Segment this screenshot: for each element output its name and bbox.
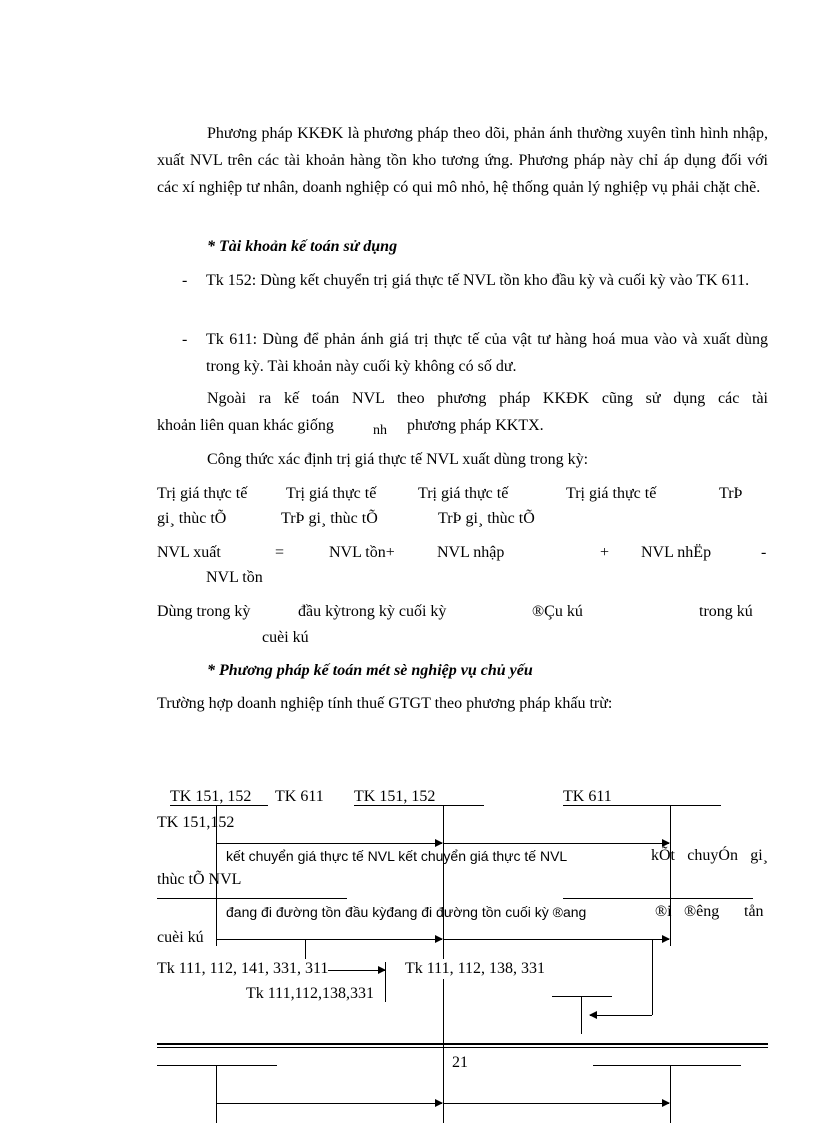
transfer-arrow xyxy=(216,843,442,844)
formula-cell: gi¸ thùc tÕ xyxy=(157,510,227,527)
formula-cell: Trị giá thực tế xyxy=(157,485,248,502)
transfer-label: kết chuyển giá thực tế NVL kết chuyển giá thực tế NVL xyxy=(226,848,568,864)
account-label: Tk 111, 112, 141, 331, 311 xyxy=(157,960,329,977)
formula-cell: ®Çu kú xyxy=(532,603,583,620)
bullet-dash-2: - xyxy=(182,331,188,348)
formula-cell: TrÞ gi¸ thùc tÕ xyxy=(438,510,535,527)
footer-divider xyxy=(157,1065,277,1066)
underline xyxy=(563,805,721,806)
transit-label: cuèi kú xyxy=(157,929,204,946)
t-account-stem xyxy=(670,806,671,946)
connector xyxy=(581,996,582,1034)
footer-rule xyxy=(157,1043,768,1045)
account-label: TK 611 xyxy=(275,788,324,805)
formula-cell: NVL xuất xyxy=(157,544,221,561)
formula-cell: TrÞ xyxy=(719,485,743,502)
t-account-stem xyxy=(670,1065,671,1123)
formula-cell: cuèi kú xyxy=(262,629,309,646)
other-accounts-line-1: Ngoài ra kế toán NVL theo phương pháp KKĐK cũng sử dụng các tài xyxy=(207,390,768,407)
formula-cell: TrÞ gi¸ thùc tÕ xyxy=(281,510,378,527)
intro-text: Phương pháp KKĐK là phương pháp theo dõi, phản ánh thường xuyên tình hình nhập, xuất NVL trên các tài khoản hàng tồn kho tương ứng. Phương pháp này chỉ áp dụng đối với các xí nghiệp tư nhân, doanh nghiệp có qui mô nhỏ, hệ thống quản lý nghiệp vụ phải chặt chẽ. xyxy=(157,125,768,196)
t-account-stem xyxy=(216,1065,217,1123)
formula-cell: trong kú xyxy=(699,603,753,620)
footer-divider xyxy=(593,1065,741,1066)
formula-cell: đầu kỳtrong kỳ cuối kỳ xyxy=(298,603,447,620)
transfer-arrow xyxy=(443,1103,669,1104)
formula-cell: Dùng trong kỳ xyxy=(157,603,251,620)
bullet-dash-1: - xyxy=(182,272,188,289)
transit-label: ®êng xyxy=(684,903,720,920)
footer-rule xyxy=(157,1047,768,1048)
bullet-tk152: Tk 152: Dùng kết chuyển trị giá thực tế NVL tồn kho đầu kỳ và cuối kỳ vào TK 611. xyxy=(206,272,750,289)
bullet-tk611: Tk 611: Dùng để phản ánh giá trị thực tế của vật tư hàng hoá mua vào và xuất dùng trong kỳ. Tài khoản này cuối kỳ không có số dư. xyxy=(206,331,768,375)
intro-paragraph xyxy=(157,120,768,201)
transfer-arrow xyxy=(216,1103,442,1104)
return-arrow xyxy=(590,1015,652,1016)
underline xyxy=(170,805,268,806)
formula-intro: Công thức xác định trị giá thực tế NVL xuất dùng trong kỳ: xyxy=(207,451,589,468)
case-intro: Trường hợp doanh nghiệp tính thuế GTGT theo phương pháp khấu trừ: xyxy=(157,695,613,712)
account-label: TK 151, 152 xyxy=(354,788,436,805)
formula-cell: NVL tồn+ xyxy=(329,544,395,561)
transit-arrow xyxy=(216,939,442,940)
formula-cell: = xyxy=(275,544,285,561)
transit-label: đang đi đường tồn đầu kỳđang đi đường tồn cuối kỳ ®ang xyxy=(226,904,587,920)
heading-accounts: * Tài khoản kế toán sử dụng xyxy=(207,238,398,255)
account-label: TK 151, 152 xyxy=(170,788,252,805)
account-label: Tk 111, 112, 138, 331 xyxy=(405,960,545,977)
transit-label: tån xyxy=(744,903,764,920)
transit-label: ®i xyxy=(655,903,672,920)
divider xyxy=(157,898,347,899)
formula-cell: NVL tồn xyxy=(206,569,263,586)
account-label: Tk 111,112,138,331 xyxy=(246,985,374,1002)
transit-arrow xyxy=(443,939,669,940)
account-label: TK 611 xyxy=(563,788,612,805)
heading-method: * Phương pháp kế toán mét sè nghiệp vụ chủ yếu xyxy=(207,662,533,679)
connector xyxy=(385,962,386,1002)
formula-cell: NVL nhập xyxy=(437,544,505,561)
formula-cell: Trị giá thực tế xyxy=(418,485,509,502)
other-accounts-line-2a: khoản liên quan khác giống xyxy=(157,417,334,434)
divider xyxy=(563,898,753,899)
underline xyxy=(354,805,484,806)
transfer-label: thùc tÕ NVL xyxy=(157,871,242,888)
account-label: TK 151,152 xyxy=(157,814,235,831)
formula-cell: + xyxy=(600,544,610,561)
transfer-arrow xyxy=(443,843,669,844)
transfer-label: kÕt chuyÓn gi¸ xyxy=(651,847,768,864)
formula-cell: Trị giá thực tế xyxy=(286,485,377,502)
formula-cell: - xyxy=(761,544,767,561)
other-accounts-nh: nh xyxy=(373,423,387,438)
divider xyxy=(552,996,612,997)
formula-cell: Trị giá thực tế xyxy=(566,485,657,502)
page-number: 21 xyxy=(452,1054,468,1071)
other-accounts-line-2b: phương pháp KKTX. xyxy=(407,417,544,434)
formula-cell: NVL nhËp xyxy=(641,544,712,561)
connector xyxy=(652,939,653,1015)
